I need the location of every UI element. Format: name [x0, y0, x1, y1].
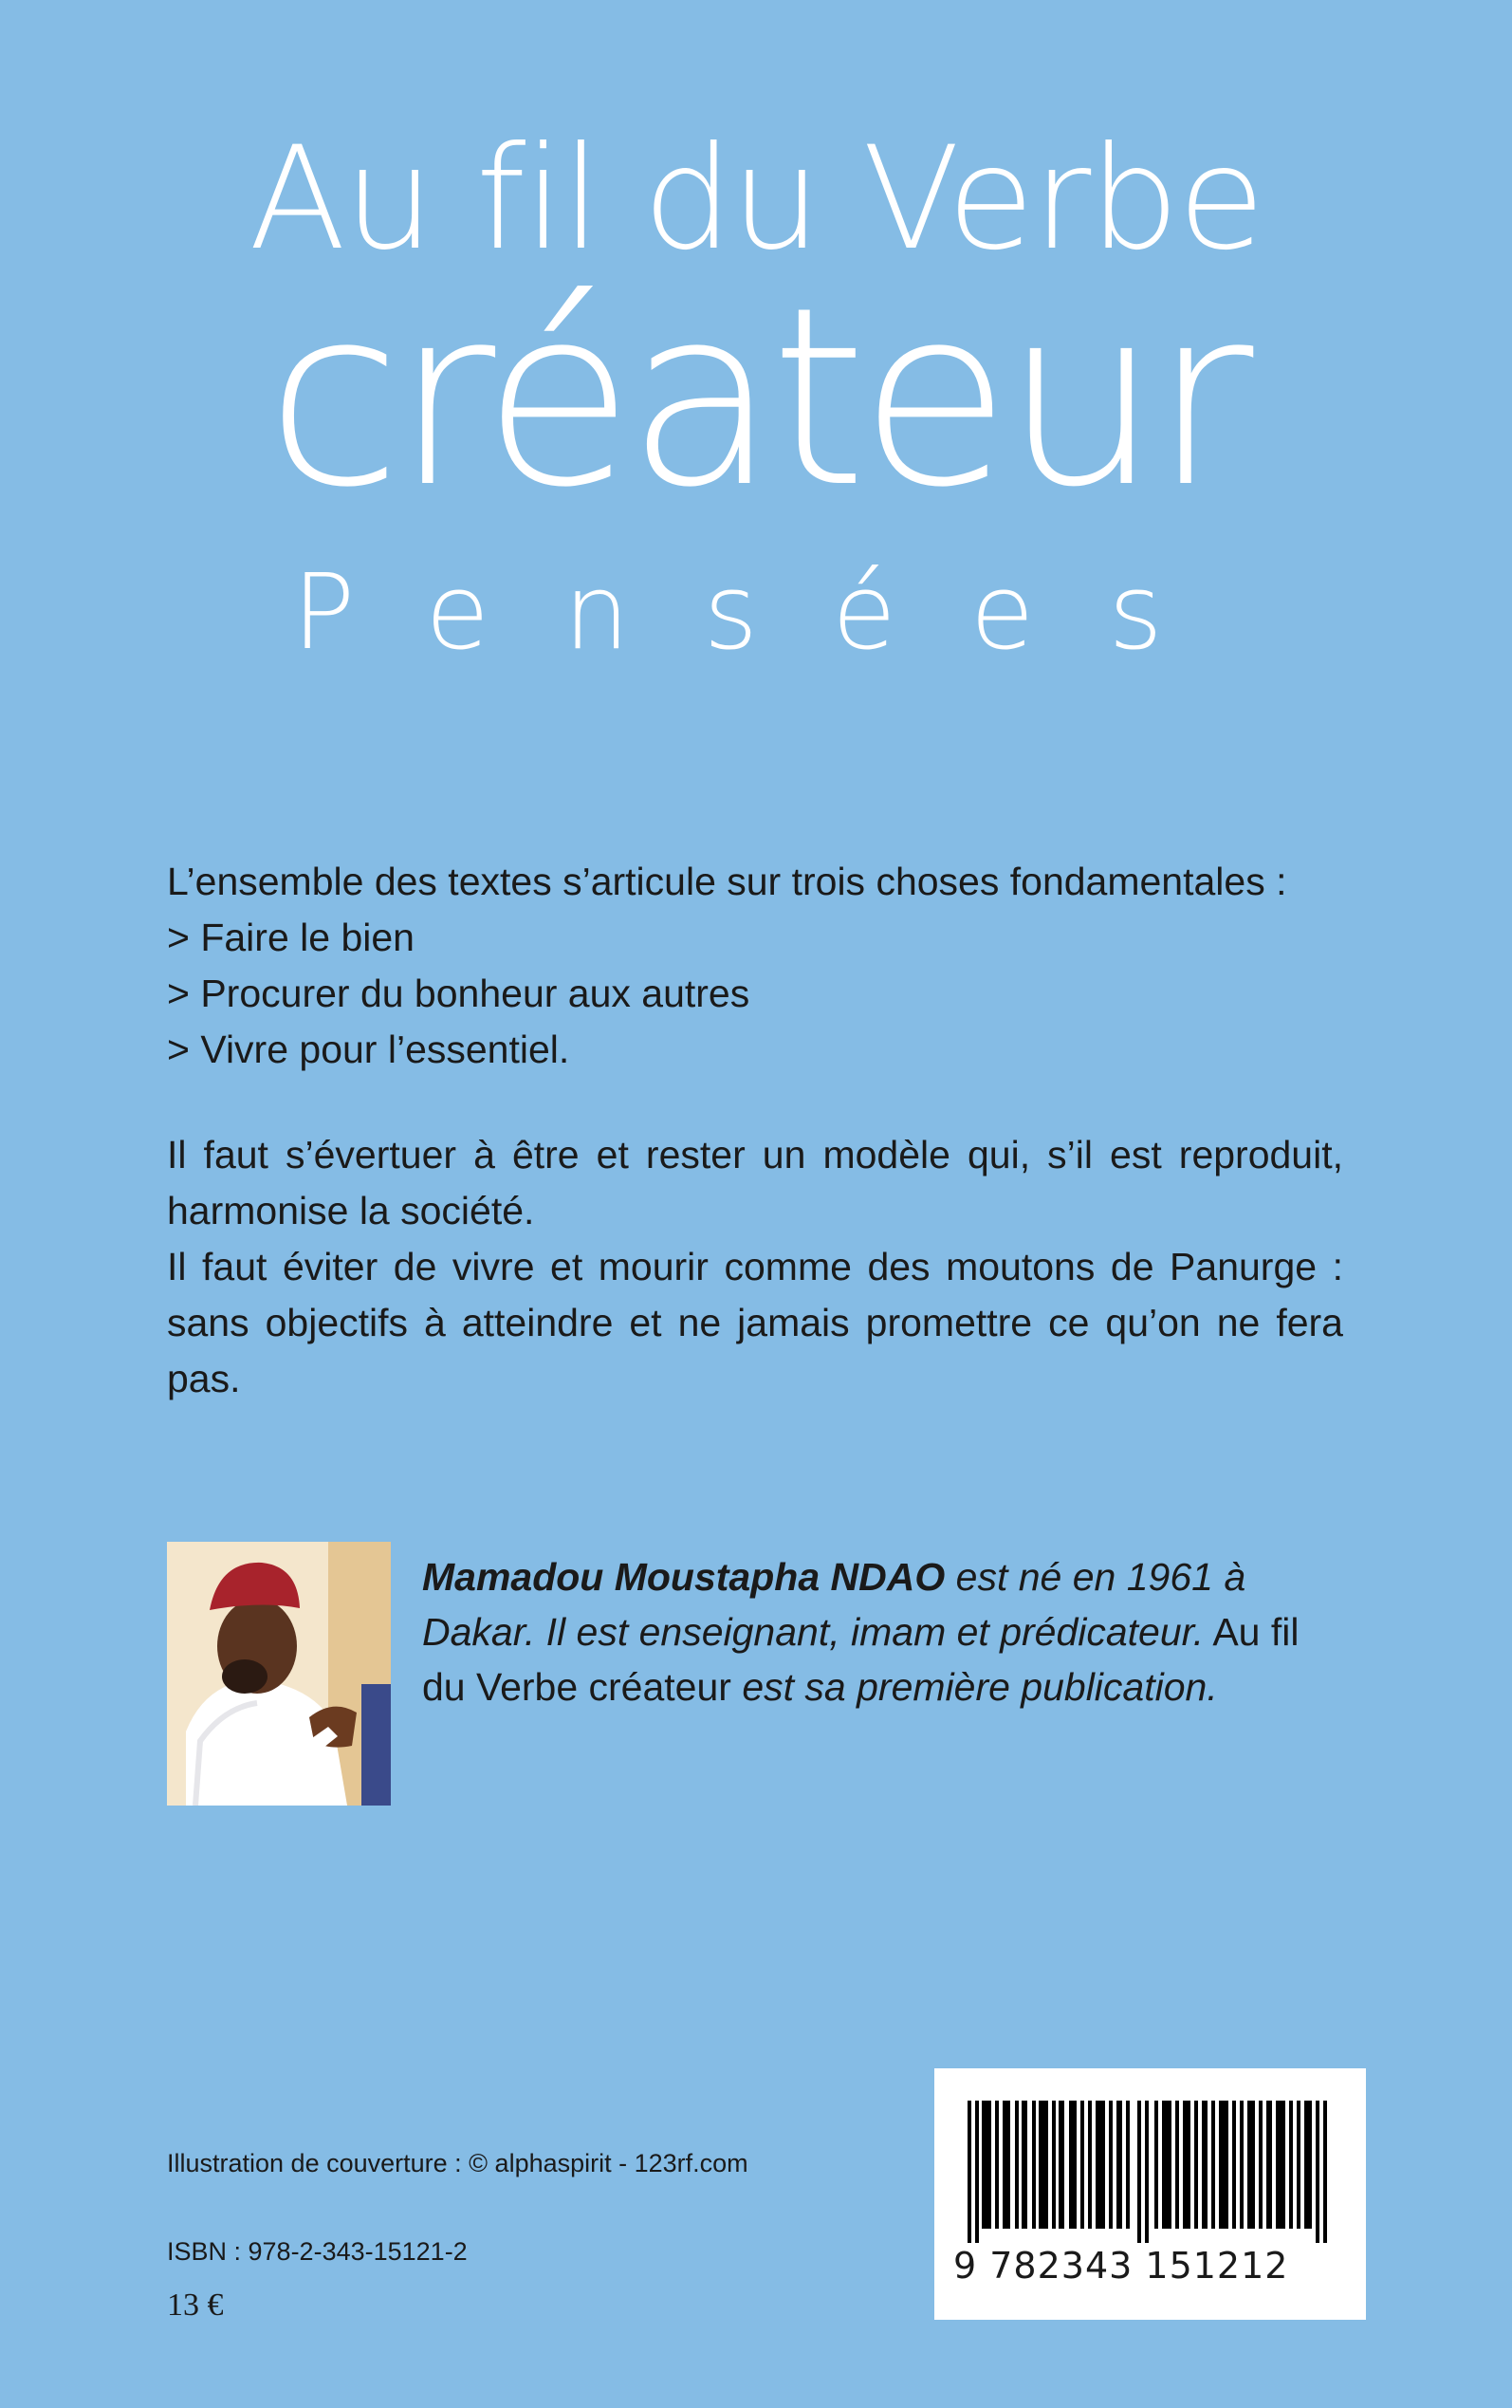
- isbn: ISBN : 978-2-343-15121-2: [167, 2237, 468, 2266]
- title-line-1: Au fil du Verbe: [249, 117, 1263, 282]
- intro-item: > Procurer du bonheur aux autres: [167, 972, 750, 1015]
- author-photo: [167, 1542, 391, 1806]
- title-line-2: créateur: [266, 255, 1246, 542]
- author-portrait-illustration: [167, 1542, 391, 1806]
- book-title-reference: Au fil du Verbe créateur: [422, 1610, 1300, 1709]
- barcode: [934, 2068, 1366, 2320]
- intro-lead: L’ensemble des textes s’articule sur trois choses fondamentales :: [167, 860, 1287, 903]
- subtitle: Pensées: [292, 551, 1237, 673]
- barcode-digits: 9 782343 151212: [953, 2245, 1289, 2287]
- body-paragraph-1: Il faut s’évertuer à être et rester un modèle qui, s’il est reproduit, harmonise la société.: [167, 1133, 1343, 1232]
- intro-item: > Faire le bien: [167, 916, 415, 959]
- author-bio: [422, 1549, 1304, 1714]
- body-text: [167, 1127, 1343, 1407]
- cover-credit: Illustration de couverture : © alphaspirit - 123rf.com: [167, 2149, 748, 2177]
- author-name: Mamadou Moustapha NDAO: [422, 1555, 946, 1599]
- author-bio-publication: est sa première publication.: [730, 1665, 1218, 1709]
- body-paragraph-2: Il faut éviter de vivre et mourir comme des moutons de Panurge : sans objectifs à atteindre et ne jamais promettre ce qu’on ne fera pas.: [167, 1245, 1343, 1400]
- barcode-bars: [963, 2101, 1342, 2243]
- intro-item: > Vivre pour l’essentiel.: [167, 1028, 570, 1071]
- price: 13 €: [167, 2288, 224, 2323]
- author-bio-text: est né en 1961 à Dakar. Il est enseignant, imam et prédicateur.: [422, 1555, 1246, 1654]
- intro-block: [167, 854, 1343, 1078]
